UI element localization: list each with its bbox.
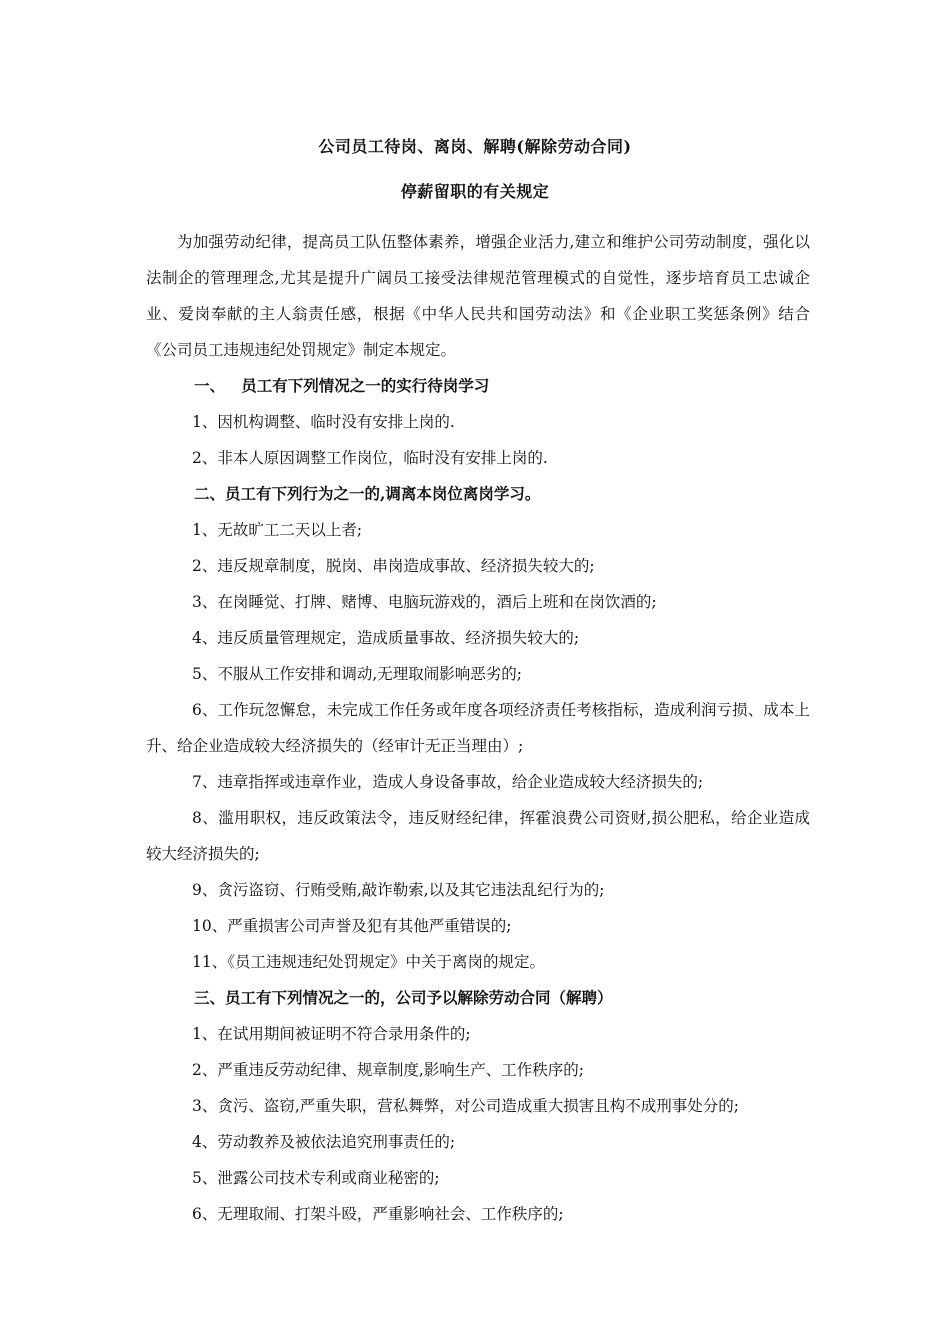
section-heading-2: 二、员工有下列行为之一的,调离本岗位离岗学习。 [194, 484, 541, 503]
list-item: 5、不服从工作安排和调动,无理取闹影响恶劣的; [192, 665, 523, 683]
list-item: 8、滥用职权，违反政策法令，违反财经纪律，挥霍浪费公司资财,损公肥私，给企业造成较大经济损失的; [146, 809, 810, 863]
list-item: 2、非本人原因调整工作岗位，临时没有安排上岗的. [192, 449, 548, 467]
list-item: 11、《员工违规违纪处罚规定》中关于离岗的规定。 [192, 953, 545, 971]
list-item: 2、严重违反劳动纪律、规章制度,影响生产、工作秩序的; [192, 1061, 585, 1079]
list-item: 5、泄露公司技术专利或商业秘密的; [192, 1169, 440, 1187]
list-item: 1、因机构调整、临时没有安排上岗的. [192, 413, 455, 431]
intro-paragraph: 为加强劳动纪律，提高员工队伍整体素养，增强企业活力,建立和维护公司劳动制度，强化以法制企的管理理念,尤其是提升广阔员工接受法律规范管理模式的自觉性，逐步培育员工忠诚企业、爱岗奉献的主人翁责任感，根据《中华人民共和国劳动法》和《企业职工奖惩条例》结合《公司员工违规违纪处罚规定》制定本规定。 [146, 233, 810, 359]
list-item: 1、在试用期间被证明不符合录用条件的; [192, 1025, 471, 1043]
list-item: 9、贪污盗窃、行贿受贿,敲诈勒索,以及其它违法乱纪行为的; [192, 881, 605, 899]
list-item: 3、在岗睡觉、打牌、赌博、电脑玩游戏的，酒后上班和在岗饮酒的; [192, 593, 657, 611]
section-heading-3: 三、员工有下列情况之一的，公司予以解除劳动合同（解聘） [194, 988, 613, 1007]
list-item: 2、违反规章制度，脱岗、串岗造成事故、经济损失较大的; [192, 557, 595, 575]
list-item: 1、无故旷工二天以上者; [192, 521, 363, 539]
list-item: 7、违章指挥或违章作业，造成人身设备事故，给企业造成较大经济损失的; [192, 773, 704, 791]
section-heading-1: 一、 员工有下列情况之一的实行待岗学习 [194, 376, 490, 395]
list-item: 3、贪污、盗窃,严重失职，营私舞弊，对公司造成重大损害且构不成刑事处分的; [192, 1097, 740, 1115]
list-item: 4、劳动教养及被依法追究刑事责任的; [192, 1133, 456, 1151]
list-item: 6、无理取闹、打架斗殴，严重影响社会、工作秩序的; [192, 1205, 564, 1223]
list-item: 10、严重损害公司声誉及犯有其他严重错误的; [192, 917, 512, 935]
list-item: 4、违反质量管理规定，造成质量事故、经济损失较大的; [192, 629, 580, 647]
document-subtitle: 停薪留职的有关规定 [400, 182, 550, 201]
list-item: 6、工作玩忽懈怠，未完成工作任务或年度各项经济责任考核指标，造成利润亏损、成本上升、给企业造成较大经济损失的（经审计无正当理由）; [146, 701, 810, 755]
document-title: 公司员工待岗、离岗、解聘(解除劳动合同) [318, 137, 632, 156]
document-body [146, 224, 810, 1232]
